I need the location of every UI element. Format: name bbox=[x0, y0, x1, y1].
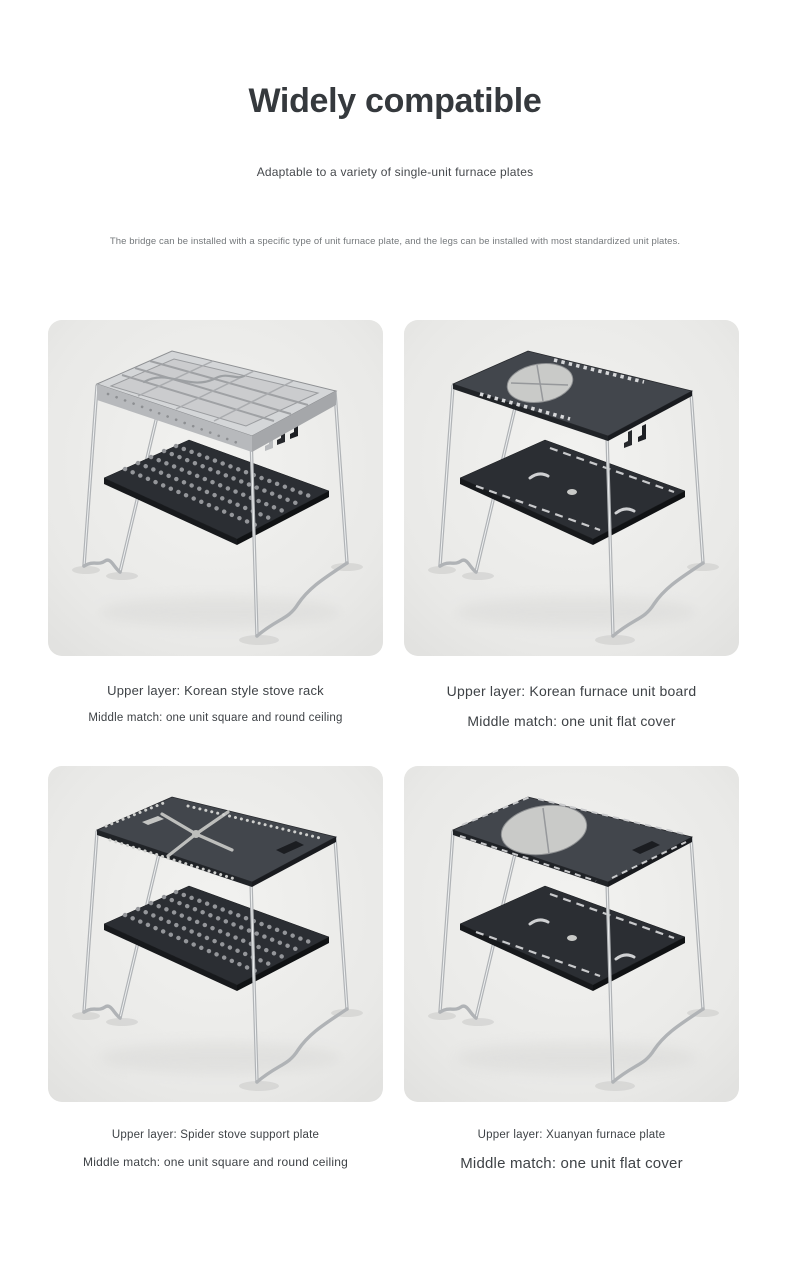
page-title: Widely compatible bbox=[248, 82, 542, 120]
description: The bridge can be installed with a specific type of unit furnace plate, and the legs can be installed with most standardized unit plates. bbox=[109, 236, 681, 247]
product-card-korean-style-stove-rack bbox=[48, 320, 383, 656]
caption-korean-furnace-unit-board bbox=[404, 656, 739, 729]
product-card-xuanyan-furnace-plate bbox=[404, 766, 739, 1102]
product-card-spider-stove-support-plate bbox=[48, 766, 383, 1102]
caption-upper-layer: Upper layer: Korean furnace unit board bbox=[446, 683, 697, 699]
product-row-2 bbox=[0, 766, 790, 1102]
product-image-korean-furnace-unit-board bbox=[404, 320, 739, 656]
product-row-1 bbox=[0, 320, 790, 656]
caption-spider-stove-support-plate bbox=[48, 1102, 383, 1172]
product-image-korean-style-stove-rack bbox=[48, 320, 383, 656]
caption-korean-style-stove-rack bbox=[48, 656, 383, 729]
caption-middle-match: Middle match: one unit square and round ceiling bbox=[83, 1155, 348, 1169]
product-card-korean-furnace-unit-board bbox=[404, 320, 739, 656]
caption-middle-match: Middle match: one unit flat cover bbox=[467, 713, 676, 729]
subtitle: Adaptable to a variety of single-unit furnace plates bbox=[256, 165, 534, 179]
caption-middle-match: Middle match: one unit flat cover bbox=[460, 1155, 683, 1172]
caption-row-1 bbox=[0, 656, 790, 729]
product-image-spider-stove-support-plate bbox=[48, 766, 383, 1102]
caption-upper-layer: Upper layer: Xuanyan furnace plate bbox=[477, 1129, 666, 1141]
product-image-xuanyan-furnace-plate bbox=[404, 766, 739, 1102]
caption-row-2 bbox=[0, 1102, 790, 1172]
caption-middle-match: Middle match: one unit square and round ceiling bbox=[88, 712, 343, 724]
caption-xuanyan-furnace-plate bbox=[404, 1102, 739, 1172]
caption-upper-layer: Upper layer: Korean style stove rack bbox=[107, 683, 324, 698]
caption-upper-layer: Upper layer: Spider stove support plate bbox=[111, 1129, 320, 1141]
